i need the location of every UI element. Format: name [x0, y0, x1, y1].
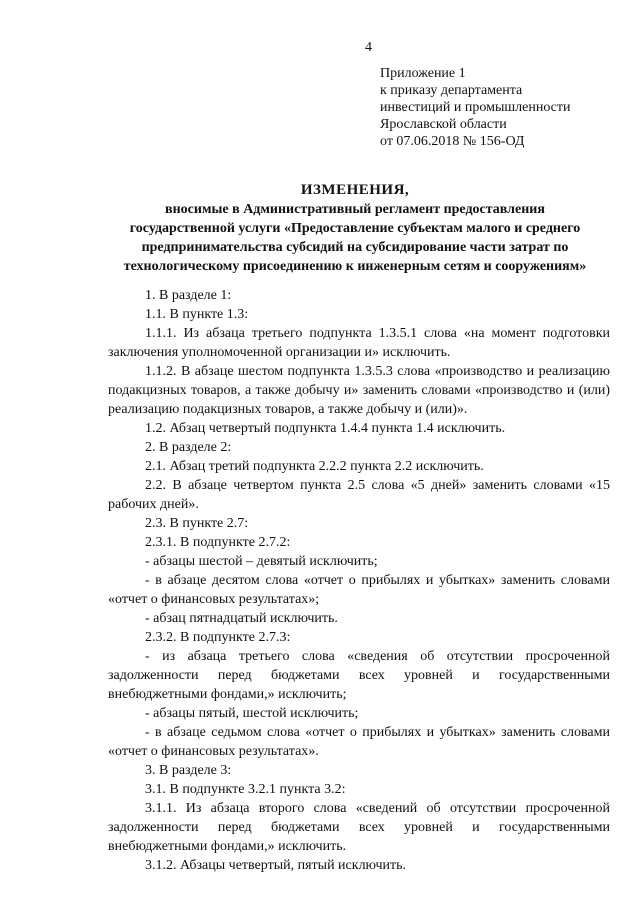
- appendix-line: Ярославской области: [380, 117, 507, 132]
- appendix-line: от 07.06.2018 № 156-ОД: [380, 134, 525, 149]
- paragraph: - из абзаца третьего слова «сведения об отсутствии просроченной задолженности перед бюджетами всех уровней и государственными внебюджетными фондами,» исключить;: [108, 649, 610, 702]
- paragraph: 2.2. В абзаце четвертом пункта 2.5 слова «5 дней» заменить словами «15 рабочих дней».: [108, 478, 610, 512]
- paragraph: 2. В разделе 2:: [145, 440, 232, 455]
- paragraph: 1.2. Абзац четвертый подпункта 1.4.4 пункта 1.4 исключить.: [145, 421, 506, 436]
- paragraph: - абзацы шестой – девятый исключить;: [145, 554, 378, 569]
- paragraph: 3.1. В подпункте 3.2.1 пункта 3.2:: [145, 782, 346, 797]
- paragraph: - абзацы пятый, шестой исключить;: [145, 706, 359, 721]
- paragraph: - в абзаце десятом слова «отчет о прибылях и убытках» заменить словами «отчет о финансовых результатах»;: [108, 573, 610, 607]
- paragraph: 1.1.2. В абзаце шестом подпункта 1.3.5.3 слова «производство и реализацию подакцизных товаров, а также добычу и» заменить словами «производство и (или) реализацию подакцизных товаров, а также добычу и (или)».: [108, 364, 610, 417]
- paragraph: 3.1.1. Из абзаца второго слова «сведений об отсутствии просроченной задолженности перед бюджетами всех уровней и государственными внебюджетными фондами,» исключить.: [108, 801, 610, 854]
- appendix-header: [380, 65, 620, 150]
- paragraph: 1.1. В пункте 1.3:: [145, 307, 249, 322]
- document-body: [108, 286, 610, 875]
- paragraph: - в абзаце седьмом слова «отчет о прибылях и убытках» заменить словами «отчет о финансовых результатах».: [108, 725, 610, 759]
- paragraph: 1. В разделе 1:: [145, 288, 232, 303]
- paragraph: 3.1.2. Абзацы четвертый, пятый исключить.: [145, 858, 407, 873]
- appendix-line: к приказу департамента: [380, 83, 523, 98]
- subtitle-line: вносимые в Административный регламент предоставления: [165, 202, 545, 217]
- document-title: [100, 181, 610, 276]
- subtitle-line: государственной услуги «Предоставление субъектам малого и среднего: [129, 221, 581, 236]
- paragraph: 2.1. Абзац третий подпункта 2.2.2 пункта 2.2 исключить.: [145, 459, 484, 474]
- subtitle-line: технологическому присоединению к инженерным сетям и сооружениям»: [123, 259, 587, 274]
- subtitle-line: предпринимательства субсидий на субсидирование части затрат по: [141, 240, 569, 255]
- paragraph: 2.3. В пункте 2.7:: [145, 516, 249, 531]
- paragraph: - абзац пятнадцатый исключить.: [145, 611, 338, 626]
- paragraph: 3. В разделе 3:: [145, 763, 232, 778]
- appendix-line: инвестиций и промышленности: [380, 100, 571, 115]
- page-number: 4: [365, 40, 372, 55]
- paragraph: 2.3.2. В подпункте 2.7.3:: [145, 630, 291, 645]
- appendix-line: Приложение 1: [380, 66, 466, 81]
- paragraph: 1.1.1. Из абзаца третьего подпункта 1.3.5.1 слова «на момент подготовки заключения уполномоченной организации и» исключить.: [108, 326, 610, 360]
- title-main: ИЗМЕНЕНИЯ,: [300, 182, 410, 198]
- paragraph: 2.3.1. В подпункте 2.7.2:: [145, 535, 291, 550]
